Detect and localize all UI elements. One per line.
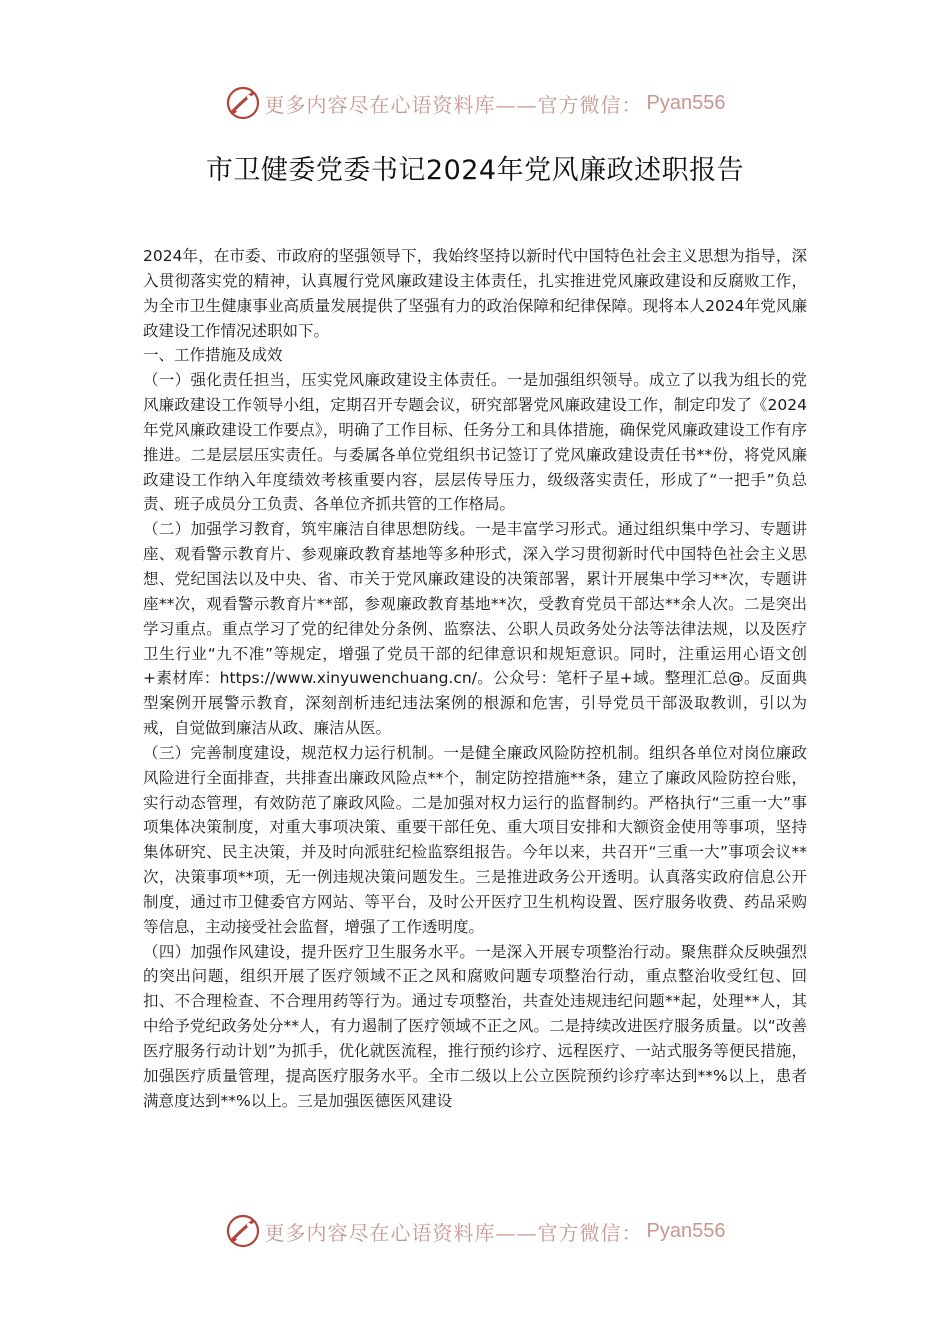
- header-banner-text: 更多内容尽在心语资料库——官方微信：: [264, 92, 643, 117]
- paragraph-section-4: （四）加强作风建设，提升医疗卫生服务水平。一是深入开展专项整治行动。聚焦群众反映强烈的突出问题，组织开展了医疗领域不正之风和腐败问题专项整治行动，重点整治收受红包、回扣、不合理检查、不合理用药等行为。通过专项整治，共查处违规违纪问题**起，处理**人，其中给予党纪政务处分**人，有力遏制了医疗领域不正之风。二是持续改进医疗服务质量。以“改善医疗服务行动计划”为抓手，优化就医流程，推行预约诊疗、远程医疗、一站式服务等便民措施，加强医疗质量管理，提高医疗服务水平。全市二级以上公立医院预约诊疗率达到**%以上，患者满意度达到**%以上。三是加强医德医风建设: [143, 942, 807, 1110]
- pen-circle-logo-icon: [225, 85, 261, 121]
- paragraph-intro: 2024年，在市委、市政府的坚强领导下，我始终坚持以新时代中国特色社会主义思想为指导，深入贯彻落实党的精神，认真履行党风廉政建设主体责任，扎实推进党风廉政建设和反腐败工作，为全市卫生健康事业高质量发展提供了坚强有力的政治保障和纪律保障。现将本人2024年党风廉政建设工作情况述职如下。: [143, 247, 807, 340]
- document-title: 市卫健委党委书记2024年党风廉政述职报告: [205, 155, 745, 186]
- document-body: [143, 244, 807, 1114]
- section-heading: 一、工作措施及成效: [143, 346, 283, 365]
- header-wechat-id: Pyan556: [646, 91, 726, 114]
- footer-banner-text: 更多内容尽在心语资料库——官方微信：: [264, 1220, 643, 1245]
- footer-banner: [0, 1208, 950, 1254]
- pen-circle-logo-icon: [225, 1213, 261, 1249]
- header-banner: [0, 80, 950, 126]
- footer-wechat-id: Pyan556: [646, 1219, 726, 1242]
- paragraph-section-2: （二）加强学习教育，筑牢廉洁自律思想防线。一是丰富学习形式。通过组织集中学习、专题讲座、观看警示教育片、参观廉政教育基地等多种形式，深入学习贯彻新时代中国特色社会主义思想、党纪国法以及中央、省、市关于党风廉政建设的决策部署，累计开展集中学习**次，专题讲座**次，观看警示教育片**部，参观廉政教育基地**次，受教育党员干部达**余人次。二是突出学习重点。重点学习了党的纪律处分条例、监察法、公职人员政务处分法等法律法规，以及医疗卫生行业“九不准”等规定，增强了党员干部的纪律意识和规矩意识。同时，注重运用心语文创+素材库：https://www.xinyuwenchuang.cn/。公众号：笔杆子星+域。整理汇总@。反面典型案例开展警示教育，深刻剖析违纪违法案例的根源和危害，引导党员干部汲取教训，引以为戒，自觉做到廉洁从政、廉洁从医。: [143, 520, 807, 738]
- paragraph-section-1: （一）强化责任担当，压实党风廉政建设主体责任。一是加强组织领导。成立了以我为组长的党风廉政建设工作领导小组，定期召开专题会议，研究部署党风廉政建设工作，制定印发了《2024年党风廉政建设工作要点》，明确了工作目标、任务分工和具体措施，确保党风廉政建设工作有序推进。二是层层压实责任。与委属各单位党组织书记签订了党风廉政建设责任书**份，将党风廉政建设工作纳入年度绩效考核重要内容，层层传导压力，级级落实责任，形成了“一把手”负总责、班子成员分工负责、各单位齐抓共管的工作格局。: [143, 371, 807, 514]
- paragraph-section-3: （三）完善制度建设，规范权力运行机制。一是健全廉政风险防控机制。组织各单位对岗位廉政风险进行全面排查，共排查出廉政风险点**个，制定防控措施**条，建立了廉政风险防控台账，实行动态管理，有效防范了廉政风险。二是加强对权力运行的监督制约。严格执行“三重一大”事项集体决策制度，对重大事项决策、重要干部任免、重大项目安排和大额资金使用等事项，坚持集体研究、民主决策，并及时向派驻纪检监察组报告。今年以来，共召开“三重一大”事项会议**次，决策事项**项，无一例违规决策问题发生。三是推进政务公开透明。认真落实政府信息公开制度，通过市卫健委官方网站、等平台，及时公开医疗卫生机构设置、医疗服务收费、药品采购等信息，主动接受社会监督，增强了工作透明度。: [143, 743, 807, 936]
